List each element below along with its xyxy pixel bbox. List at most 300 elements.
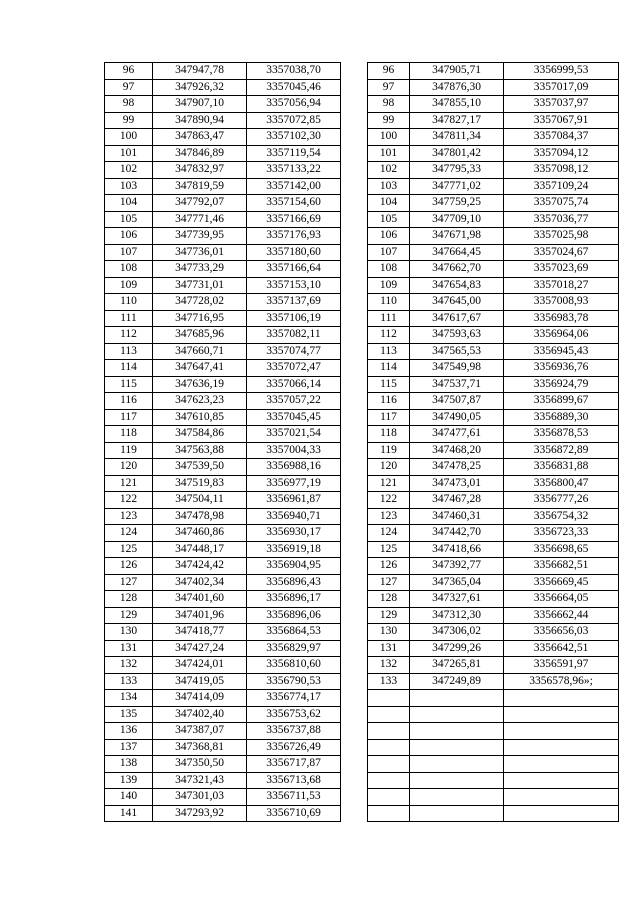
table-row bbox=[368, 574, 619, 591]
x-coordinate-cell: 347507,87 bbox=[410, 393, 504, 410]
x-coordinate-cell: 347473,01 bbox=[410, 475, 504, 492]
x-coordinate-cell: 347478,25 bbox=[410, 459, 504, 476]
point-number-cell: 116 bbox=[368, 393, 410, 410]
left-coordinates-table bbox=[104, 62, 341, 822]
y-coordinate-cell: 3356578,96»; bbox=[504, 673, 619, 690]
table-row bbox=[368, 129, 619, 146]
table-row bbox=[368, 409, 619, 426]
point-number-cell: 101 bbox=[368, 145, 410, 162]
y-coordinate-cell: 3357082,11 bbox=[247, 327, 341, 344]
table-row bbox=[368, 63, 619, 80]
x-coordinate-cell: 347795,33 bbox=[410, 162, 504, 179]
y-coordinate-cell: 3357102,30 bbox=[247, 129, 341, 146]
x-coordinate-cell bbox=[410, 706, 504, 723]
table-row bbox=[105, 739, 341, 756]
x-coordinate-cell: 347424,01 bbox=[153, 657, 247, 674]
x-coordinate-cell: 347460,86 bbox=[153, 525, 247, 542]
point-number-cell: 108 bbox=[368, 261, 410, 278]
point-number-cell: 119 bbox=[105, 442, 153, 459]
x-coordinate-cell: 347660,71 bbox=[153, 343, 247, 360]
table-row bbox=[368, 756, 619, 773]
x-coordinate-cell: 347832,97 bbox=[153, 162, 247, 179]
table-row bbox=[105, 79, 341, 96]
point-number-cell: 97 bbox=[105, 79, 153, 96]
x-coordinate-cell: 347827,17 bbox=[410, 112, 504, 129]
table-row bbox=[368, 294, 619, 311]
x-coordinate-cell: 347468,20 bbox=[410, 442, 504, 459]
point-number-cell: 127 bbox=[105, 574, 153, 591]
table-row bbox=[368, 805, 619, 822]
point-number-cell bbox=[368, 706, 410, 723]
y-coordinate-cell: 3357176,93 bbox=[247, 228, 341, 245]
point-number-cell: 111 bbox=[105, 310, 153, 327]
table-row bbox=[368, 723, 619, 740]
point-number-cell: 97 bbox=[368, 79, 410, 96]
y-coordinate-cell: 3356940,71 bbox=[247, 508, 341, 525]
table-row bbox=[368, 261, 619, 278]
table-row bbox=[368, 178, 619, 195]
x-coordinate-cell: 347402,34 bbox=[153, 574, 247, 591]
x-coordinate-cell: 347418,77 bbox=[153, 624, 247, 641]
x-coordinate-cell: 347905,71 bbox=[410, 63, 504, 80]
x-coordinate-cell bbox=[410, 789, 504, 806]
x-coordinate-cell: 347327,61 bbox=[410, 591, 504, 608]
table-row bbox=[368, 739, 619, 756]
point-number-cell: 127 bbox=[368, 574, 410, 591]
y-coordinate-cell: 3356896,06 bbox=[247, 607, 341, 624]
table-row bbox=[105, 805, 341, 822]
y-coordinate-cell: 3357142,00 bbox=[247, 178, 341, 195]
table-row bbox=[105, 129, 341, 146]
y-coordinate-cell bbox=[504, 690, 619, 707]
point-number-cell bbox=[368, 789, 410, 806]
table-row bbox=[105, 244, 341, 261]
table-row bbox=[368, 624, 619, 641]
x-coordinate-cell: 347504,11 bbox=[153, 492, 247, 509]
point-number-cell: 124 bbox=[368, 525, 410, 542]
point-number-cell bbox=[368, 772, 410, 789]
table-row bbox=[368, 327, 619, 344]
point-number-cell: 106 bbox=[105, 228, 153, 245]
y-coordinate-cell: 3356713,68 bbox=[247, 772, 341, 789]
x-coordinate-cell: 347792,07 bbox=[153, 195, 247, 212]
x-coordinate-cell: 347731,01 bbox=[153, 277, 247, 294]
table-row bbox=[105, 574, 341, 591]
x-coordinate-cell: 347876,30 bbox=[410, 79, 504, 96]
y-coordinate-cell: 3356810,60 bbox=[247, 657, 341, 674]
y-coordinate-cell: 3356800,47 bbox=[504, 475, 619, 492]
right-table-body bbox=[368, 63, 619, 822]
point-number-cell: 114 bbox=[105, 360, 153, 377]
x-coordinate-cell: 347365,04 bbox=[410, 574, 504, 591]
y-coordinate-cell: 3356896,43 bbox=[247, 574, 341, 591]
table-row bbox=[368, 162, 619, 179]
table-row bbox=[105, 426, 341, 443]
y-coordinate-cell: 3357137,69 bbox=[247, 294, 341, 311]
point-number-cell: 103 bbox=[105, 178, 153, 195]
y-coordinate-cell: 3356669,45 bbox=[504, 574, 619, 591]
table-row bbox=[105, 228, 341, 245]
table-row bbox=[368, 706, 619, 723]
y-coordinate-cell: 3356924,79 bbox=[504, 376, 619, 393]
table-row bbox=[368, 343, 619, 360]
table-row bbox=[105, 772, 341, 789]
point-number-cell: 129 bbox=[368, 607, 410, 624]
table-row bbox=[368, 195, 619, 212]
point-number-cell: 134 bbox=[105, 690, 153, 707]
y-coordinate-cell: 3356964,06 bbox=[504, 327, 619, 344]
table-row bbox=[105, 723, 341, 740]
point-number-cell: 113 bbox=[368, 343, 410, 360]
x-coordinate-cell: 347467,28 bbox=[410, 492, 504, 509]
y-coordinate-cell: 3357094,12 bbox=[504, 145, 619, 162]
point-number-cell: 115 bbox=[368, 376, 410, 393]
x-coordinate-cell: 347539,50 bbox=[153, 459, 247, 476]
y-coordinate-cell: 3356656,03 bbox=[504, 624, 619, 641]
x-coordinate-cell bbox=[410, 756, 504, 773]
point-number-cell: 133 bbox=[105, 673, 153, 690]
y-coordinate-cell: 3356872,89 bbox=[504, 442, 619, 459]
y-coordinate-cell: 3357109,24 bbox=[504, 178, 619, 195]
table-row bbox=[105, 624, 341, 641]
x-coordinate-cell: 347490,05 bbox=[410, 409, 504, 426]
y-coordinate-cell: 3356889,30 bbox=[504, 409, 619, 426]
y-coordinate-cell: 3356904,95 bbox=[247, 558, 341, 575]
x-coordinate-cell: 347926,32 bbox=[153, 79, 247, 96]
point-number-cell: 107 bbox=[368, 244, 410, 261]
x-coordinate-cell: 347759,25 bbox=[410, 195, 504, 212]
x-coordinate-cell: 347321,43 bbox=[153, 772, 247, 789]
y-coordinate-cell: 3357133,22 bbox=[247, 162, 341, 179]
x-coordinate-cell: 347654,83 bbox=[410, 277, 504, 294]
point-number-cell: 126 bbox=[105, 558, 153, 575]
point-number-cell: 113 bbox=[105, 343, 153, 360]
y-coordinate-cell bbox=[504, 789, 619, 806]
x-coordinate-cell: 347819,59 bbox=[153, 178, 247, 195]
x-coordinate-cell: 347419,05 bbox=[153, 673, 247, 690]
x-coordinate-cell: 347478,98 bbox=[153, 508, 247, 525]
point-number-cell: 128 bbox=[368, 591, 410, 608]
x-coordinate-cell: 347685,96 bbox=[153, 327, 247, 344]
x-coordinate-cell: 347414,09 bbox=[153, 690, 247, 707]
y-coordinate-cell bbox=[504, 772, 619, 789]
table-row bbox=[105, 591, 341, 608]
y-coordinate-cell: 3357008,93 bbox=[504, 294, 619, 311]
point-number-cell: 130 bbox=[368, 624, 410, 641]
table-row bbox=[368, 772, 619, 789]
point-number-cell: 140 bbox=[105, 789, 153, 806]
y-coordinate-cell: 3356664,05 bbox=[504, 591, 619, 608]
x-coordinate-cell: 347716,95 bbox=[153, 310, 247, 327]
y-coordinate-cell bbox=[504, 706, 619, 723]
table-row bbox=[368, 640, 619, 657]
x-coordinate-cell: 347855,10 bbox=[410, 96, 504, 113]
x-coordinate-cell: 347424,42 bbox=[153, 558, 247, 575]
y-coordinate-cell: 3356945,43 bbox=[504, 343, 619, 360]
point-number-cell: 111 bbox=[368, 310, 410, 327]
x-coordinate-cell: 347477,61 bbox=[410, 426, 504, 443]
point-number-cell: 106 bbox=[368, 228, 410, 245]
table-row bbox=[105, 673, 341, 690]
y-coordinate-cell: 3357056,94 bbox=[247, 96, 341, 113]
point-number-cell bbox=[368, 756, 410, 773]
y-coordinate-cell: 3356698,65 bbox=[504, 541, 619, 558]
point-number-cell: 107 bbox=[105, 244, 153, 261]
table-row bbox=[105, 376, 341, 393]
y-coordinate-cell: 3357045,45 bbox=[247, 409, 341, 426]
point-number-cell: 128 bbox=[105, 591, 153, 608]
point-number-cell: 98 bbox=[105, 96, 153, 113]
x-coordinate-cell: 347392,77 bbox=[410, 558, 504, 575]
point-number-cell bbox=[368, 690, 410, 707]
y-coordinate-cell: 3357017,09 bbox=[504, 79, 619, 96]
point-number-cell: 99 bbox=[105, 112, 153, 129]
x-coordinate-cell: 347771,02 bbox=[410, 178, 504, 195]
x-coordinate-cell: 347733,29 bbox=[153, 261, 247, 278]
y-coordinate-cell: 3356899,67 bbox=[504, 393, 619, 410]
table-row bbox=[368, 508, 619, 525]
point-number-cell: 110 bbox=[368, 294, 410, 311]
point-number-cell: 117 bbox=[368, 409, 410, 426]
x-coordinate-cell: 347947,78 bbox=[153, 63, 247, 80]
table-row bbox=[105, 789, 341, 806]
point-number-cell: 125 bbox=[105, 541, 153, 558]
x-coordinate-cell: 347736,01 bbox=[153, 244, 247, 261]
x-coordinate-cell: 347401,60 bbox=[153, 591, 247, 608]
y-coordinate-cell: 3356896,17 bbox=[247, 591, 341, 608]
point-number-cell: 112 bbox=[368, 327, 410, 344]
x-coordinate-cell bbox=[410, 805, 504, 822]
point-number-cell: 130 bbox=[105, 624, 153, 641]
y-coordinate-cell: 3356662,44 bbox=[504, 607, 619, 624]
y-coordinate-cell: 3356642,51 bbox=[504, 640, 619, 657]
table-row bbox=[368, 145, 619, 162]
x-coordinate-cell: 347664,45 bbox=[410, 244, 504, 261]
table-row bbox=[105, 459, 341, 476]
y-coordinate-cell: 3356983,78 bbox=[504, 310, 619, 327]
table-row bbox=[105, 261, 341, 278]
table-row bbox=[105, 360, 341, 377]
y-coordinate-cell: 3357072,47 bbox=[247, 360, 341, 377]
y-coordinate-cell bbox=[504, 723, 619, 740]
y-coordinate-cell: 3357166,69 bbox=[247, 211, 341, 228]
point-number-cell: 133 bbox=[368, 673, 410, 690]
y-coordinate-cell: 3356726,49 bbox=[247, 739, 341, 756]
point-number-cell: 122 bbox=[368, 492, 410, 509]
y-coordinate-cell: 3357045,46 bbox=[247, 79, 341, 96]
y-coordinate-cell: 3356831,88 bbox=[504, 459, 619, 476]
y-coordinate-cell: 3356829,97 bbox=[247, 640, 341, 657]
table-row bbox=[368, 789, 619, 806]
point-number-cell: 114 bbox=[368, 360, 410, 377]
table-row bbox=[368, 426, 619, 443]
table-row bbox=[368, 112, 619, 129]
y-coordinate-cell: 3357038,70 bbox=[247, 63, 341, 80]
point-number-cell: 108 bbox=[105, 261, 153, 278]
y-coordinate-cell: 3356961,87 bbox=[247, 492, 341, 509]
y-coordinate-cell: 3356919,18 bbox=[247, 541, 341, 558]
point-number-cell: 96 bbox=[368, 63, 410, 80]
y-coordinate-cell: 3357023,69 bbox=[504, 261, 619, 278]
y-coordinate-cell: 3356753,62 bbox=[247, 706, 341, 723]
x-coordinate-cell: 347771,46 bbox=[153, 211, 247, 228]
y-coordinate-cell: 3356999,53 bbox=[504, 63, 619, 80]
x-coordinate-cell: 347299,26 bbox=[410, 640, 504, 657]
y-coordinate-cell: 3356777,26 bbox=[504, 492, 619, 509]
point-number-cell: 116 bbox=[105, 393, 153, 410]
x-coordinate-cell bbox=[410, 723, 504, 740]
x-coordinate-cell: 347306,02 bbox=[410, 624, 504, 641]
x-coordinate-cell: 347387,07 bbox=[153, 723, 247, 740]
x-coordinate-cell bbox=[410, 772, 504, 789]
table-row bbox=[368, 96, 619, 113]
table-row bbox=[105, 277, 341, 294]
point-number-cell: 131 bbox=[105, 640, 153, 657]
point-number-cell bbox=[368, 739, 410, 756]
x-coordinate-cell: 347645,00 bbox=[410, 294, 504, 311]
point-number-cell: 141 bbox=[105, 805, 153, 822]
point-number-cell: 123 bbox=[105, 508, 153, 525]
point-number-cell: 129 bbox=[105, 607, 153, 624]
table-row bbox=[105, 178, 341, 195]
x-coordinate-cell: 347249,89 bbox=[410, 673, 504, 690]
y-coordinate-cell: 3356711,53 bbox=[247, 789, 341, 806]
table-row bbox=[368, 607, 619, 624]
y-coordinate-cell: 3356682,51 bbox=[504, 558, 619, 575]
x-coordinate-cell: 347265,81 bbox=[410, 657, 504, 674]
table-row bbox=[105, 492, 341, 509]
point-number-cell: 119 bbox=[368, 442, 410, 459]
table-row bbox=[105, 195, 341, 212]
point-number-cell: 123 bbox=[368, 508, 410, 525]
y-coordinate-cell: 3357154,60 bbox=[247, 195, 341, 212]
y-coordinate-cell: 3357024,67 bbox=[504, 244, 619, 261]
x-coordinate-cell: 347623,23 bbox=[153, 393, 247, 410]
point-number-cell: 118 bbox=[105, 426, 153, 443]
x-coordinate-cell: 347402,40 bbox=[153, 706, 247, 723]
table-row bbox=[105, 525, 341, 542]
table-row bbox=[105, 294, 341, 311]
table-row bbox=[105, 508, 341, 525]
y-coordinate-cell: 3357153,10 bbox=[247, 277, 341, 294]
point-number-cell: 120 bbox=[105, 459, 153, 476]
x-coordinate-cell: 347863,47 bbox=[153, 129, 247, 146]
table-row bbox=[105, 145, 341, 162]
right-coordinates-table bbox=[367, 62, 619, 822]
y-coordinate-cell: 3357057,22 bbox=[247, 393, 341, 410]
y-coordinate-cell: 3356988,16 bbox=[247, 459, 341, 476]
table-row bbox=[368, 277, 619, 294]
table-row bbox=[368, 360, 619, 377]
point-number-cell: 112 bbox=[105, 327, 153, 344]
table-row bbox=[105, 607, 341, 624]
x-coordinate-cell: 347671,98 bbox=[410, 228, 504, 245]
table-row bbox=[105, 690, 341, 707]
x-coordinate-cell: 347565,53 bbox=[410, 343, 504, 360]
table-row bbox=[368, 228, 619, 245]
y-coordinate-cell: 3356930,17 bbox=[247, 525, 341, 542]
table-row bbox=[368, 244, 619, 261]
x-coordinate-cell: 347709,10 bbox=[410, 211, 504, 228]
y-coordinate-cell: 3357067,91 bbox=[504, 112, 619, 129]
x-coordinate-cell: 347460,31 bbox=[410, 508, 504, 525]
point-number-cell: 101 bbox=[105, 145, 153, 162]
table-row bbox=[368, 475, 619, 492]
table-row bbox=[105, 96, 341, 113]
y-coordinate-cell: 3356878,53 bbox=[504, 426, 619, 443]
y-coordinate-cell bbox=[504, 756, 619, 773]
x-coordinate-cell: 347312,30 bbox=[410, 607, 504, 624]
table-row bbox=[105, 162, 341, 179]
y-coordinate-cell: 3357004,33 bbox=[247, 442, 341, 459]
y-coordinate-cell: 3357084,37 bbox=[504, 129, 619, 146]
table-row bbox=[105, 640, 341, 657]
table-row bbox=[368, 673, 619, 690]
table-row bbox=[368, 459, 619, 476]
point-number-cell: 109 bbox=[368, 277, 410, 294]
table-row bbox=[105, 756, 341, 773]
point-number-cell: 135 bbox=[105, 706, 153, 723]
point-number-cell: 103 bbox=[368, 178, 410, 195]
table-row bbox=[105, 63, 341, 80]
point-number-cell: 98 bbox=[368, 96, 410, 113]
x-coordinate-cell: 347418,66 bbox=[410, 541, 504, 558]
table-row bbox=[105, 393, 341, 410]
point-number-cell: 124 bbox=[105, 525, 153, 542]
y-coordinate-cell: 3357025,98 bbox=[504, 228, 619, 245]
y-coordinate-cell: 3357106,19 bbox=[247, 310, 341, 327]
table-row bbox=[368, 211, 619, 228]
table-row bbox=[105, 558, 341, 575]
table-row bbox=[105, 310, 341, 327]
table-row bbox=[368, 442, 619, 459]
point-number-cell: 121 bbox=[368, 475, 410, 492]
x-coordinate-cell bbox=[410, 739, 504, 756]
table-row bbox=[368, 525, 619, 542]
table-row bbox=[105, 475, 341, 492]
x-coordinate-cell: 347801,42 bbox=[410, 145, 504, 162]
table-row bbox=[368, 492, 619, 509]
table-row bbox=[105, 211, 341, 228]
point-number-cell: 100 bbox=[105, 129, 153, 146]
point-number-cell: 102 bbox=[105, 162, 153, 179]
x-coordinate-cell: 347442,70 bbox=[410, 525, 504, 542]
y-coordinate-cell: 3356774,17 bbox=[247, 690, 341, 707]
y-coordinate-cell: 3357180,60 bbox=[247, 244, 341, 261]
x-coordinate-cell: 347350,50 bbox=[153, 756, 247, 773]
table-row bbox=[368, 657, 619, 674]
point-number-cell: 109 bbox=[105, 277, 153, 294]
y-coordinate-cell: 3357018,27 bbox=[504, 277, 619, 294]
x-coordinate-cell: 347647,41 bbox=[153, 360, 247, 377]
x-coordinate-cell: 347739,95 bbox=[153, 228, 247, 245]
point-number-cell: 136 bbox=[105, 723, 153, 740]
table-row bbox=[105, 112, 341, 129]
point-number-cell: 132 bbox=[105, 657, 153, 674]
x-coordinate-cell: 347662,70 bbox=[410, 261, 504, 278]
y-coordinate-cell bbox=[504, 805, 619, 822]
table-row bbox=[105, 442, 341, 459]
table-row bbox=[105, 706, 341, 723]
table-row bbox=[368, 558, 619, 575]
point-number-cell: 115 bbox=[105, 376, 153, 393]
table-row bbox=[105, 343, 341, 360]
point-number-cell: 120 bbox=[368, 459, 410, 476]
y-coordinate-cell: 3357119,54 bbox=[247, 145, 341, 162]
y-coordinate-cell: 3357075,74 bbox=[504, 195, 619, 212]
x-coordinate-cell: 347448,17 bbox=[153, 541, 247, 558]
x-coordinate-cell: 347584,86 bbox=[153, 426, 247, 443]
